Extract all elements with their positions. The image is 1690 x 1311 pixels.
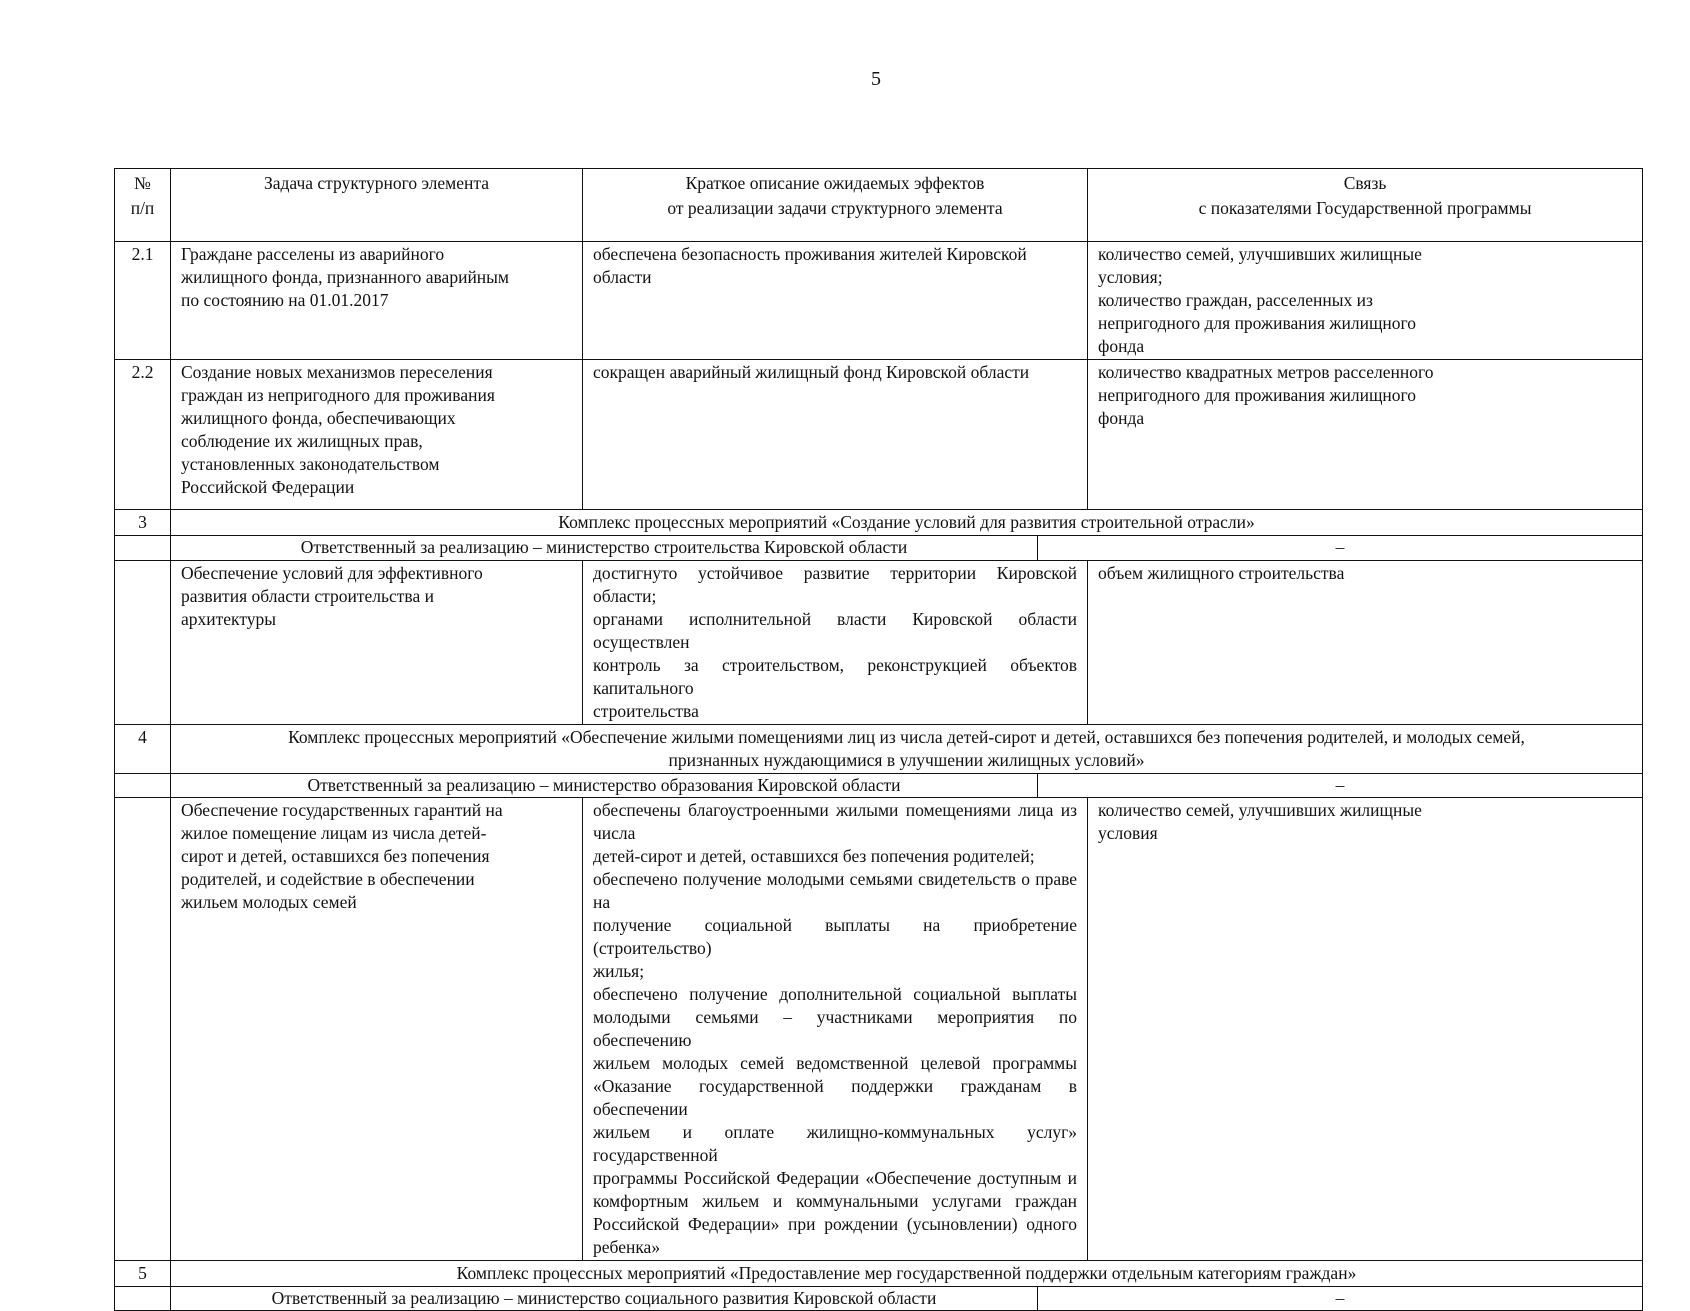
task-cell: Граждане расселены из аварийного жилищного фонда, признанного аварийным по состоянию на 01.01.2017 xyxy=(171,242,583,360)
responsible-cell: Ответственный за реализацию – министерство социального развития Кировской области xyxy=(171,1287,1038,1311)
complex-title: Комплекс процессных мероприятий «Обеспечение жилыми помещениями лиц из числа детей-сирот и детей, оставшихся без попечения родителей, и молодых семей, признанных нуждающимися в улучшении жилищных условий» xyxy=(171,725,1643,774)
table-row-3-complex xyxy=(115,510,1643,536)
table-row-4-responsible xyxy=(115,774,1643,798)
indicator-cell: объем жилищного строительства xyxy=(1088,561,1643,725)
empty-cell xyxy=(115,1287,171,1311)
row-number: 5 xyxy=(115,1261,171,1287)
empty-cell xyxy=(115,536,171,561)
table-row-5-complex xyxy=(115,1261,1643,1287)
table-row-4-complex xyxy=(115,725,1643,774)
indicator-cell: количество квадратных метров расселенного непригодного для проживания жилищного фонда xyxy=(1088,360,1643,510)
row-number: 4 xyxy=(115,725,171,774)
complex-title: Комплекс процессных мероприятий «Предоставление мер государственной поддержки отдельным категориям граждан» xyxy=(171,1261,1643,1287)
responsible-link-cell: – xyxy=(1038,1287,1643,1311)
table-header-row xyxy=(115,169,1643,242)
task-cell: Обеспечение условий для эффективного развития области строительства и архитектуры xyxy=(171,561,583,725)
effect-cell: обеспечена безопасность проживания жителей Кировской области xyxy=(583,242,1088,360)
row-number: 3 xyxy=(115,510,171,536)
table-row-2-2 xyxy=(115,360,1643,510)
row-number: 2.2 xyxy=(115,360,171,510)
empty-cell xyxy=(115,561,171,725)
effect-cell: сокращен аварийный жилищный фонд Кировской области xyxy=(583,360,1088,510)
responsible-link-cell: – xyxy=(1038,536,1643,561)
responsible-cell: Ответственный за реализацию – министерство образования Кировской области xyxy=(171,774,1038,798)
header-num: № п/п xyxy=(115,169,171,242)
header-task: Задача структурного элемента xyxy=(171,169,583,242)
complex-title: Комплекс процессных мероприятий «Создание условий для развития строительной отрасли» xyxy=(171,510,1643,536)
row-number: 2.1 xyxy=(115,242,171,360)
task-cell: Обеспечение государственных гарантий на жилое помещение лицам из числа детей- сирот и детей, оставшихся без попечения родителей, и содействие в обеспечении жильем молодых семей xyxy=(171,798,583,1261)
responsible-cell: Ответственный за реализацию – министерство строительства Кировской области xyxy=(171,536,1038,561)
program-table xyxy=(114,168,1643,1311)
indicator-cell: количество семей, улучшивших жилищные условия; количество граждан, расселенных из непригодного для проживания жилищного фонда xyxy=(1088,242,1643,360)
page-number: 5 xyxy=(871,68,881,90)
header-effects: Краткое описание ожидаемых эффектов от реализации задачи структурного элемента xyxy=(583,169,1088,242)
responsible-link-cell: – xyxy=(1038,774,1643,798)
effect-cell: достигнуто устойчивое развитие территории Кировской области; органами исполнительной власти Кировской области осуществлен контроль за строительством, реконструкцией объектов капитального строительства xyxy=(583,561,1088,725)
indicator-cell: количество семей, улучшивших жилищные условия xyxy=(1088,798,1643,1261)
table-row-4-task xyxy=(115,798,1643,1261)
table-row-2-1 xyxy=(115,242,1643,360)
table-row-5-responsible xyxy=(115,1287,1643,1311)
effect-cell: обеспечены благоустроенными жилыми помещениями лица из числа детей-сирот и детей, оставшихся без попечения родителей; обеспечено получение молодыми семьями свидетельств о праве на получение социальной выплаты на приобретение (строительство) жилья; обеспечено получение дополнительной социальной выплаты молодыми семьями – участниками мероприятия по обеспечению жильем молодых семей ведомственной целевой программы «Оказание государственной поддержки гражданам в обеспечении жильем и оплате жилищно-коммунальных услуг» государственной программы Российской Федерации «Обеспечение доступным и комфортным жильем и коммунальными услугами граждан Российской Федерации» при рождении (усыновлении) одного ребенка» xyxy=(583,798,1088,1261)
header-link: Связь с показателями Государственной программы xyxy=(1088,169,1643,242)
table-row-3-responsible xyxy=(115,536,1643,561)
empty-cell xyxy=(115,774,171,798)
task-cell: Создание новых механизмов переселения граждан из непригодного для проживания жилищного фонда, обеспечивающих соблюдение их жилищных прав, установленных законодательством Российской Федерации xyxy=(171,360,583,510)
table-row-3-task xyxy=(115,561,1643,725)
empty-cell xyxy=(115,798,171,1261)
